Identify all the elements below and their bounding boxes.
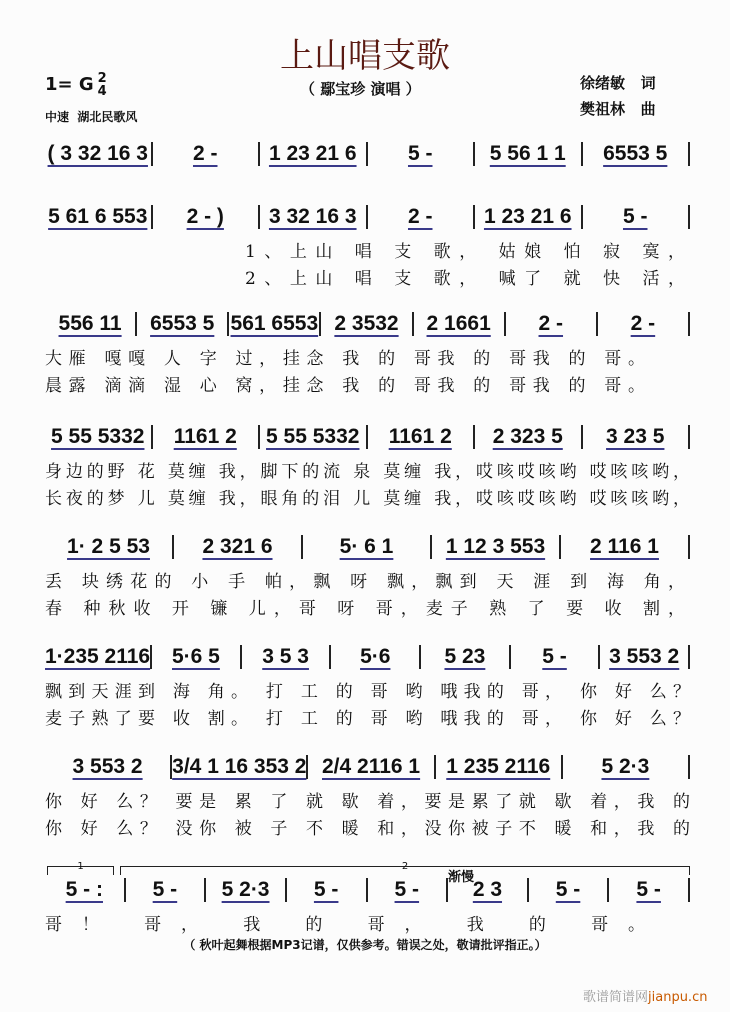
barline <box>688 142 690 166</box>
measure: 3 553 2 <box>609 645 680 668</box>
measure: 2 1661 <box>426 312 491 335</box>
measure: 2 - <box>192 142 218 165</box>
measure: 5 - <box>555 878 581 901</box>
measure: 561 6553 <box>230 312 319 335</box>
lyrics-verse-2: 麦子熟了要 收 割。 打 工 的 哥 哟 哦我的 哥， 你 好 么？ <box>45 709 690 729</box>
measure: 1 235 2116 <box>446 755 551 778</box>
notation-line <box>45 645 690 669</box>
measure: 1 23 21 6 <box>483 205 572 228</box>
measure: 5·6 <box>360 645 391 668</box>
barline <box>688 425 690 449</box>
measure: 5 - <box>407 142 433 165</box>
measure: 5· 6 1 <box>339 535 394 558</box>
watermark-en: jianpu.cn <box>648 990 708 1005</box>
measure: 5 55 5332 <box>266 425 360 448</box>
lyrics-verse-1: 哥！ 哥， 我 的 哥， 我 的 哥。 <box>45 915 645 935</box>
notation-line <box>45 142 690 166</box>
lyrics-verse-2: 你 好 么？ 没你 被 子 不 暖 和，没你被子不 暖 和，我 的 <box>45 819 690 839</box>
lyrics-verse-1: 丢 块绣花的 小 手 帕，飘 呀 飘，飘到 天 涯 到 海 角， <box>45 572 685 592</box>
measure: 5 2·3 <box>221 878 270 901</box>
lyrics-verse-1: 1、上山 唱 支 歌， 姑娘 怕 寂 寞， <box>245 242 685 262</box>
measure: 556 11 <box>58 312 122 335</box>
measure: 2 - <box>538 312 564 335</box>
notation-line <box>45 535 690 559</box>
measure: 3/4 1 16 353 2 <box>172 755 307 778</box>
measure: 5 - <box>542 645 567 668</box>
volta-1 <box>47 861 114 875</box>
measure: 5 56 1 1 <box>489 142 566 165</box>
measure: 6553 5 <box>150 312 215 335</box>
measure: 1161 2 <box>388 425 452 448</box>
measure: 2/4 2116 1 <box>322 755 421 778</box>
notation-line <box>45 878 690 902</box>
watermark-cn: 歌谱简谱网 <box>583 990 649 1005</box>
measure: ( 3 32 16 3 <box>47 142 148 165</box>
singer: （ 鄢宝珍 演唱 ） <box>300 80 421 98</box>
measure: 3 5 3 <box>262 645 309 668</box>
notation-line <box>45 755 690 779</box>
measure: 3 32 16 3 <box>268 205 357 228</box>
measure: 5 2·3 <box>601 755 650 778</box>
ritardando-mark: 渐慢 <box>448 870 475 885</box>
measure: 1 23 21 6 <box>268 142 357 165</box>
measure: 5 - <box>152 878 178 901</box>
barline <box>688 878 690 902</box>
barline <box>688 312 690 336</box>
measure: 3 23 5 <box>606 425 665 448</box>
measure: 5 - <box>313 878 339 901</box>
measure: 3 553 2 <box>72 755 143 778</box>
lyrics-verse-1: 大雁 嘎嘎 人 字 过，挂念 我 的 哥我 的 哥我 的 哥。 <box>45 349 645 369</box>
volta-2 <box>120 861 690 875</box>
measure: 5·6 5 <box>172 645 220 668</box>
song-title: 上山唱支歌 <box>280 36 450 76</box>
measure: 2 3532 <box>334 312 399 335</box>
measure: 6553 5 <box>603 142 668 165</box>
watermark <box>583 986 707 1005</box>
lyrics-verse-1: 身边的野 花 莫缠 我，脚下的流 泉 莫缠 我，哎咳哎咳哟 哎咳咳哟， <box>45 462 690 482</box>
lyrics-verse-1: 你 好 么？ 要是 累 了 就 歇 着，要是累了就 歇 着，我 的 <box>45 792 690 812</box>
measure: 2 323 5 <box>492 425 563 448</box>
lyrics-verse-2: 长夜的梦 儿 莫缠 我，眼角的泪 儿 莫缠 我，哎咳哎咳哟 哎咳咳哟， <box>45 489 690 509</box>
barline <box>688 755 690 779</box>
measure: 1·235 2116 <box>45 645 151 668</box>
measure: 5 - <box>622 205 648 228</box>
measure: 5 - <box>394 878 420 901</box>
barline <box>688 645 690 669</box>
measure: 5 - : <box>65 878 103 901</box>
lyrics-verse-1: 飘到天涯到 海 角。 打 工 的 哥 哟 哦我的 哥， 你 好 么？ <box>45 682 690 702</box>
key: 1= G <box>45 74 94 95</box>
barline <box>688 535 690 559</box>
time-top: 2 <box>97 71 107 86</box>
measure: 2 - <box>630 312 656 335</box>
volta-2-label: 2 <box>401 861 409 872</box>
measure: 2 - ) <box>186 205 224 228</box>
measure: 1 12 3 553 <box>445 535 546 558</box>
measure: 1· 2 5 53 <box>67 535 150 558</box>
volta-1-label: 1 <box>77 861 84 872</box>
time-bottom: 4 <box>97 84 107 99</box>
measure: 2 116 1 <box>590 535 659 558</box>
measure: 5 55 5332 <box>51 425 145 448</box>
notation-line <box>45 205 690 229</box>
footnote: （ 秋叶起舞根据MP3记谱，仅供参考。错误之处，敬请批评指正。） <box>183 938 547 952</box>
composer: 樊祖林 曲 <box>580 100 656 118</box>
measure: 1161 2 <box>173 425 237 448</box>
measure: 2 - <box>407 205 433 228</box>
measure: 5 23 <box>444 645 486 668</box>
lyrics-verse-2: 2、上山 唱 支 歌， 喊了 就 快 活， <box>245 269 685 289</box>
notation-line <box>45 312 690 336</box>
tempo-marking: 中速 湖北民歌风 <box>45 110 138 124</box>
lyrics-verse-2: 春 种秋收 开 镰 儿，哥 呀 哥，麦子 熟 了 要 收 割， <box>45 599 685 619</box>
lyricist: 徐绪敏 词 <box>580 74 656 92</box>
key-signature <box>45 72 107 98</box>
measure: 2 3 <box>472 878 503 901</box>
lyrics-verse-2: 晨露 滴滴 湿 心 窝，挂念 我 的 哥我 的 哥我 的 哥。 <box>45 376 645 396</box>
barline <box>688 205 690 229</box>
notation-line <box>45 425 690 449</box>
measure: 5 - <box>636 878 661 901</box>
measure: 2 321 6 <box>202 535 273 558</box>
measure: 5 61 6 553 <box>48 205 148 228</box>
time-signature <box>98 72 107 98</box>
